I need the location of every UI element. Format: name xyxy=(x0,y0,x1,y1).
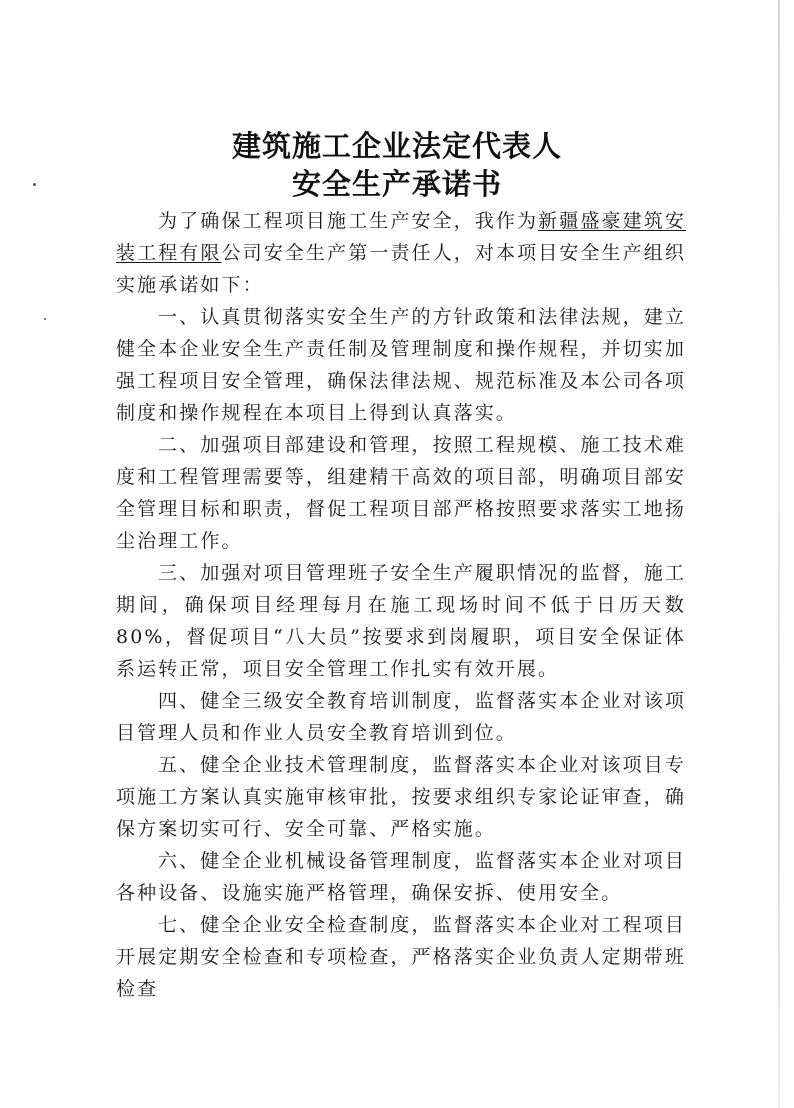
document-title: 建筑施工企业法定代表人 xyxy=(231,129,562,163)
commitment-item-7: 七、健全企业安全检查制度，监督落实本企业对工程项目开展定期安全检查和专项检查，严格落实企业负责人定期带班检查 xyxy=(116,914,686,1000)
scan-speck xyxy=(44,318,46,320)
intro-text: 为了确保工程项目施工生产安全，我作为 xyxy=(158,210,539,232)
intro-text-rest: 公司安全生产第一责任人，对本项目安全生产组织实施承诺如下： xyxy=(116,242,686,296)
commitment-item-1: 一、认真贯彻落实安全生产的方针政策和法律法规，建立健全本企业安全生产责任制及管理制度和操作规程，并切实加强工程项目安全管理，确保法律法规、规范标准及本公司各项制度和操作规程在本项目上得到认真落实。 xyxy=(116,306,686,424)
commitment-item-5: 五、健全企业技术管理制度，监督落实本企业对该项目专项施工方案认真实施审核审批，按要求组织专家论证审查，确保方案切实可行、安全可靠、严格实施。 xyxy=(116,754,686,840)
company-name: 新疆盛豪建筑安装工程有限 xyxy=(116,210,686,264)
document-subtitle: 安全生产承诺书 xyxy=(291,167,502,201)
intro-paragraph xyxy=(116,205,686,301)
document-body xyxy=(116,205,686,1005)
commitment-item-2: 二、加强项目部建设和管理，按照工程规模、施工技术难度和工程管理需要等，组建精干高效的项目部，明确项目部安全管理目标和职责，督促工程项目部严格按照要求落实工地扬尘治理工作。 xyxy=(116,434,686,552)
commitment-item-6: 六、健全企业机械设备管理制度，监督落实本企业对项目各种设备、设施实施严格管理，确保安拆、使用安全。 xyxy=(116,850,686,904)
commitment-item-4: 四、健全三级安全教育培训制度，监督落实本企业对该项目管理人员和作业人员安全教育培训到位。 xyxy=(116,690,686,744)
commitment-item-3: 三、加强对项目管理班子安全生产履职情况的监督，施工期间，确保项目经理每月在施工现场时间不低于日历天数80%，督促项目“八大员”按要求到岗履职，项目安全保证体系运转正常，项目安全管理工作扎实有效开展。 xyxy=(116,562,686,680)
